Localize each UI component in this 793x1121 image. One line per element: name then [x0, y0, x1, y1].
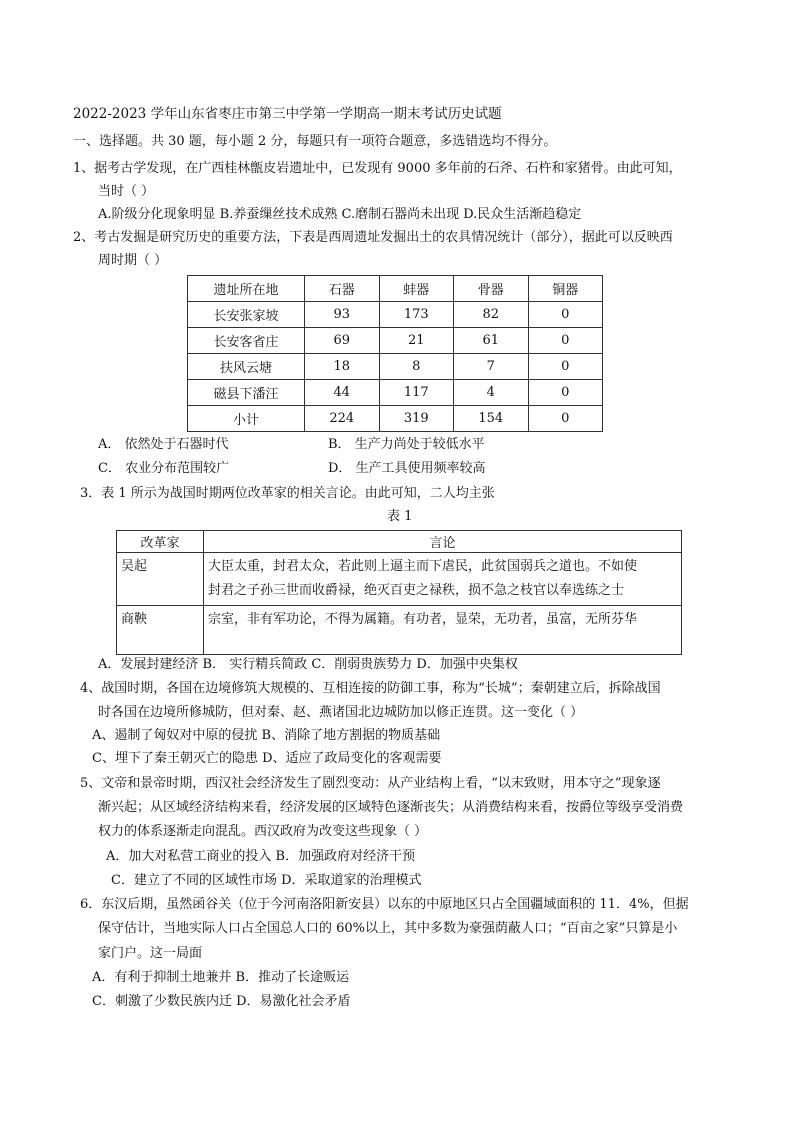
q2-stem-line2: 周时期（ ） — [98, 253, 168, 268]
q4-options-2: C、埋下了秦王朝灭亡的隐患 D、适应了政局变化的客观需要 — [92, 751, 442, 766]
table-cell: 319 — [379, 406, 454, 432]
table-cell: 0 — [528, 302, 603, 328]
table-cell: 7 — [454, 354, 529, 380]
q2-option-d: D． 生产工具使用频率较高 — [328, 461, 486, 476]
table-row — [117, 553, 682, 606]
q5-stem-line3: 权力的体系逐渐走向混乱。西汉政府为改变这些现象（ ） — [98, 824, 428, 839]
q4-stem-line1: 4、战国时期，各国在边境修筑大规模的、互相连接的防御工事，称为“长城”；秦朝建立后，拆除战国 — [80, 681, 661, 696]
q5-options-1: A．加大对私营工商业的投入 B．加强政府对经济干预 — [106, 849, 416, 864]
table-cell: 小计 — [188, 406, 305, 432]
table-cell: 82 — [454, 302, 529, 328]
q4-options-1: A、遏制了匈奴对中原的侵扰 B、消除了地方割据的物质基础 — [92, 728, 441, 743]
table-header-cell: 言论 — [204, 531, 682, 553]
q2-option-b: B． 生产力尚处于较低水平 — [328, 437, 485, 452]
q5-stem-line2: 渐兴起；从区域经济结构来看，经济发展的区域特色逐渐丧失；从消费结构来看，按爵位等级享受消费 — [98, 800, 684, 815]
q4-stem-line2: 时各国在边境所修城防，但对秦、赵、燕诸国北边城防加以修正连贯。这一变化（ ） — [98, 705, 584, 720]
quote-line: 大臣太重，封君太众，若此则上逼主而下虐民，此贫国弱兵之道也。不如使 — [208, 559, 638, 574]
table-cell: 0 — [528, 328, 603, 354]
table-cell: 4 — [454, 380, 529, 406]
table-row — [188, 328, 603, 354]
table-header-row — [117, 531, 682, 553]
table-header-cell: 石器 — [305, 276, 380, 302]
table-cell: 吴起 — [117, 553, 204, 606]
table-row — [188, 406, 603, 432]
q3-stem: 3．表 1 所示为战国时期两位改革家的相关言论。由此可知，二人均主张 — [80, 486, 495, 501]
table-cell: 154 — [454, 406, 529, 432]
q6-options-2: C．刺激了少数民族内迁 D．易激化社会矛盾 — [92, 994, 351, 1009]
q6-stem-line1: 6．东汉后期，虽然函谷关（位于今河南洛阳新安县）以东的中原地区只占全国疆域面积的 11．4%，但据 — [80, 897, 689, 912]
table-cell: 117 — [379, 380, 454, 406]
table-header-cell: 蚌器 — [379, 276, 454, 302]
table-cell: 磁县下潘汪 — [188, 380, 305, 406]
table-header-cell: 遗址所在地 — [188, 276, 305, 302]
table-cell: 长安客省庄 — [188, 328, 305, 354]
q6-options-1: A．有利于抑制土地兼并 B．推动了长途贩运 — [92, 970, 350, 985]
table-cell: 93 — [305, 302, 380, 328]
q1-stem-line1: 1、据考古学发现，在广西桂林甑皮岩遗址中，已发现有 9000 多年前的石斧、石杵和家猪骨。由此可知， — [73, 161, 682, 176]
table-cell: 长安张家坡 — [188, 302, 305, 328]
table-cell: 0 — [528, 406, 603, 432]
quote-line: 宗室，非有军功论，不得为属籍。有功者，显荣，无功者，虽富，无所芬华 — [208, 612, 638, 627]
table-cell: 扶风云塘 — [188, 354, 305, 380]
table-cell: 0 — [528, 380, 603, 406]
table-header-cell: 骨器 — [454, 276, 529, 302]
q6-stem-line2: 保守估计，当地实际人口占全国总人口的 60%以上，其中多数为豪强荫蔽人口；“百亩之家”只算是小 — [98, 921, 678, 936]
table-header-cell: 改革家 — [117, 531, 204, 553]
table-cell: 69 — [305, 328, 380, 354]
table-caption: 表 1 — [387, 509, 413, 524]
table-row — [188, 302, 603, 328]
table-cell: 44 — [305, 380, 380, 406]
quote-line: 封君之子孙三世而收爵禄，绝灭百吏之禄秩，损不急之枝官以奉选练之士 — [208, 583, 625, 598]
table-cell — [204, 606, 682, 655]
table-row — [117, 606, 682, 655]
table-row — [188, 380, 603, 406]
table-cell — [204, 553, 682, 606]
table-cell: 173 — [379, 302, 454, 328]
table-header-row — [188, 276, 603, 302]
q1-options: A.阶级分化现象明显 B.养蚕缫丝技术成熟 C.磨制石器尚未出现 D.民众生活渐趋稳定 — [98, 207, 582, 222]
q2-artifact-table — [187, 275, 603, 432]
q2-stem-line1: 2、考古发掘是研究历史的重要方法，下表是西周遗址发掘出土的农具情况统计（部分），据此可以反映西 — [73, 230, 673, 245]
table-cell: 61 — [454, 328, 529, 354]
q3-options: A．发展封建经济 B． 实行精兵简政 C．削弱贵族势力 D．加强中央集权 — [98, 657, 518, 672]
q5-stem-line1: 5、文帝和景帝时期，西汉社会经济发生了剧烈变动：从产业结构上看，“以末致财，用本守之”现象逐 — [80, 776, 661, 791]
table-cell: 21 — [379, 328, 454, 354]
table-cell: 商鞅 — [117, 606, 204, 655]
q6-stem-line3: 家门户。这一局面 — [98, 946, 203, 961]
q2-option-c: C． 农业分布范围较广 — [98, 461, 230, 476]
table-header-cell: 铜器 — [528, 276, 603, 302]
q2-option-a: A． 依然处于石器时代 — [98, 437, 229, 452]
table-row — [188, 354, 603, 380]
table-cell: 18 — [305, 354, 380, 380]
q1-stem-line2: 当时（ ） — [98, 184, 155, 199]
table-cell: 0 — [528, 354, 603, 380]
table-cell: 8 — [379, 354, 454, 380]
table-cell: 224 — [305, 406, 380, 432]
exam-title: 2022-2023 学年山东省枣庄市第三中学第一学期高一期末考试历史试题 — [73, 106, 502, 122]
q3-reformer-table — [116, 530, 682, 655]
q5-options-2: C．建立了不同的区域性市场 D．采取道家的治理模式 — [111, 873, 422, 888]
section-heading: 一、选择题。共 30 题，每小题 2 分，每题只有一项符合题意，多选错选均不得分。 — [73, 134, 557, 149]
